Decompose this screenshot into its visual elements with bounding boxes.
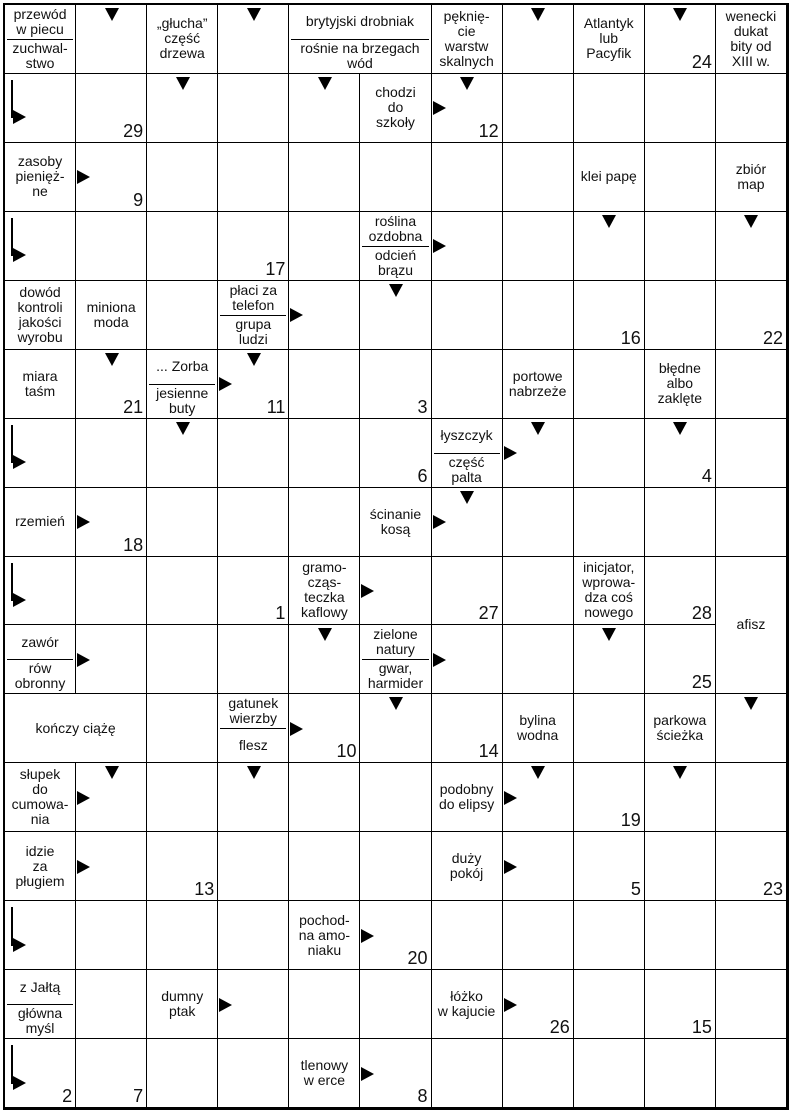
clue-text: tlenowy w erce [300, 1057, 349, 1089]
solution-number: 27 [478, 603, 499, 624]
answer-cell[interactable] [503, 557, 574, 626]
arrow-down-icon [531, 422, 545, 435]
arrow-down-icon [389, 284, 403, 297]
solution-number: 23 [762, 879, 783, 900]
clue-text-top: ... Zorba [156, 358, 209, 375]
clue-text: idzie za pługiem [15, 842, 65, 889]
answer-cell[interactable] [503, 625, 574, 694]
clue-cell [360, 212, 431, 281]
clue-text: gramo- cząs- teczka kaflowy [301, 559, 348, 621]
answer-cell[interactable] [289, 419, 360, 488]
answer-cell[interactable] [147, 763, 218, 832]
answer-cell[interactable] [503, 74, 574, 143]
arrow-down-icon [389, 697, 403, 710]
clue-text: słupek do cumowa- nia [11, 766, 69, 828]
clue-cell [5, 350, 76, 419]
clue-text-bottom: rośnie na brzegach wód [300, 39, 420, 71]
clue-text-bottom: zuchwal- stwo [12, 39, 68, 71]
clue-text: klei papę [580, 168, 637, 185]
clue-text: kończy ciążę [35, 719, 116, 736]
solution-number: 7 [133, 1086, 144, 1106]
clue-text-top: zielone natury [373, 626, 418, 658]
arrow-right-icon [77, 860, 90, 874]
arrow-down-icon [460, 491, 474, 504]
arrow-right-icon [433, 239, 446, 253]
solution-number: 29 [123, 120, 144, 141]
solution-number: 15 [691, 1017, 712, 1038]
clue-text-bottom: jesienne buty [156, 384, 209, 416]
clue-cell [147, 5, 218, 74]
answer-cell[interactable] [218, 74, 289, 143]
clue-text-top: gatunek wierzby [228, 695, 279, 727]
clue-text: portowe nabrzeże [508, 367, 567, 399]
clue-text-top: zawór [21, 633, 59, 650]
arrow-right-icon [433, 101, 446, 115]
arrow-right-icon [290, 722, 303, 736]
clue-text-bottom: część palta [448, 453, 485, 485]
answer-cell[interactable] [716, 74, 787, 143]
clue-cell [5, 625, 76, 694]
clue-cell [503, 694, 574, 763]
answer-cell[interactable] [147, 143, 218, 212]
arrow-down-icon [105, 766, 119, 779]
clue-cell [574, 5, 645, 74]
clue-cell [360, 74, 431, 143]
clue-text: podobny do elipsy [438, 781, 495, 813]
clue-text: duży pokój [449, 850, 484, 882]
arrow-right-icon [219, 998, 232, 1012]
arrow-right-icon [433, 515, 446, 529]
arrow-right-icon [433, 653, 446, 667]
clue-text: pęknię- cie warstw skalnych [439, 7, 494, 69]
answer-cell[interactable] [503, 281, 574, 350]
clue-text: Atlantyk lub Pacyfik [583, 15, 634, 62]
solution-number: 8 [417, 1086, 428, 1106]
crossword-grid [3, 3, 789, 1110]
arrow-down-icon [744, 215, 758, 228]
solution-number: 6 [417, 465, 428, 486]
arrow-down-icon [247, 8, 261, 21]
clue-cell [5, 143, 76, 212]
solution-number: 24 [691, 51, 712, 72]
arrow-right-icon [504, 791, 517, 805]
bent-arrow-icon [5, 1039, 25, 1108]
clue-text: zasoby pienięż- ne [15, 153, 65, 200]
solution-number: 16 [620, 327, 641, 348]
clue-text: pochod- na amo- niaku [298, 911, 351, 958]
arrow-down-icon [176, 77, 190, 90]
arrow-right-icon [77, 515, 90, 529]
solution-number: 22 [762, 327, 783, 348]
clue-text-top: płaci za telefon [229, 281, 278, 313]
solution-number: 5 [630, 879, 641, 900]
clue-cell [716, 5, 787, 74]
answer-cell[interactable] [574, 74, 645, 143]
clue-text: afisz [736, 616, 766, 633]
arrow-down-icon [460, 77, 474, 90]
bent-arrow-icon [5, 901, 25, 970]
clue-text: wenecki dukat bity od XIII w. [725, 7, 777, 69]
clue-text-bottom: flesz [238, 736, 268, 753]
bent-arrow-icon [5, 212, 25, 281]
clue-cell [5, 832, 76, 901]
solution-number: 13 [194, 879, 215, 900]
arrow-down-icon [744, 697, 758, 710]
answer-cell[interactable] [289, 212, 360, 281]
answer-cell[interactable] [147, 694, 218, 763]
arrow-right-icon [361, 1067, 374, 1081]
arrow-right-icon [77, 791, 90, 805]
clue-text-top: roślina ozdobna [368, 212, 423, 244]
arrow-down-icon [318, 628, 332, 641]
answer-cell[interactable] [289, 143, 360, 212]
answer-cell[interactable] [147, 557, 218, 626]
clue-text-top: łyszczyk [440, 427, 493, 444]
solution-number: 11 [266, 396, 286, 417]
bent-arrow-icon [5, 419, 25, 488]
arrow-down-icon [673, 422, 687, 435]
clue-cell [289, 557, 360, 626]
arrow-right-icon [504, 446, 517, 460]
solution-number: 12 [478, 120, 499, 141]
clue-text: miniona moda [86, 298, 136, 330]
arrow-right-icon [361, 929, 374, 943]
arrow-right-icon [290, 308, 303, 322]
clue-text: dumny ptak [161, 988, 204, 1020]
arrow-right-icon [504, 998, 517, 1012]
clue-text-bottom: rów obronny [14, 660, 66, 692]
clue-cell [147, 350, 218, 419]
answer-cell[interactable] [289, 350, 360, 419]
clue-cell [5, 281, 76, 350]
solution-number: 26 [549, 1017, 570, 1038]
arrow-down-icon [531, 766, 545, 779]
arrow-down-icon [105, 353, 119, 366]
clue-cell [5, 970, 76, 1039]
clue-cell [5, 763, 76, 832]
clue-text: „głucha” część drzewa [156, 15, 208, 62]
solution-number: 19 [620, 810, 641, 831]
solution-number: 9 [133, 189, 144, 210]
arrow-right-icon [219, 377, 232, 391]
clue-text: dowód kontroli jakości wyrobu [17, 283, 63, 345]
solution-number: 28 [691, 603, 712, 624]
answer-cell[interactable] [503, 212, 574, 281]
solution-number: 17 [265, 258, 286, 279]
arrow-down-icon [318, 77, 332, 90]
solution-number: 21 [123, 396, 144, 417]
clue-text: inicjator, wprowa- dza coś nowego [582, 559, 636, 621]
answer-cell[interactable] [218, 143, 289, 212]
clue-text: chodzi do szkoły [375, 84, 416, 131]
clue-cell [574, 143, 645, 212]
arrow-down-icon [247, 766, 261, 779]
answer-cell[interactable] [503, 901, 574, 970]
clue-text-bottom: grupa ludzi [235, 315, 272, 347]
answer-cell[interactable] [503, 488, 574, 557]
clue-cell [716, 143, 787, 212]
bent-arrow-icon [5, 557, 25, 626]
clue-text-bottom: główna myśl [17, 1005, 63, 1037]
answer-cell[interactable] [147, 212, 218, 281]
answer-cell[interactable] [147, 625, 218, 694]
solution-number: 3 [417, 396, 428, 417]
arrow-right-icon [77, 170, 90, 184]
solution-number: 18 [123, 534, 144, 555]
clue-text: ścinanie kosą [369, 505, 422, 537]
clue-text-top: przewód w piecu [13, 5, 67, 37]
answer-cell[interactable] [147, 488, 218, 557]
clue-text-bottom: odcień brązu [374, 246, 417, 278]
clue-text: bylina wodna [517, 712, 559, 744]
clue-text-top: brytyjski drobniak [305, 13, 415, 30]
arrow-down-icon [105, 8, 119, 21]
answer-cell[interactable] [360, 143, 431, 212]
arrow-right-icon [77, 653, 90, 667]
clue-text: rzemień [15, 513, 65, 530]
clue-text: zbiór map [735, 160, 767, 192]
clue-text: miara taśm [22, 367, 58, 399]
clue-cell [432, 5, 503, 74]
arrow-right-icon [504, 860, 517, 874]
answer-cell[interactable] [147, 281, 218, 350]
solution-number: 14 [478, 741, 499, 762]
arrow-down-icon [531, 8, 545, 21]
clue-cell [5, 5, 76, 74]
clue-cell [503, 350, 574, 419]
arrow-down-icon [673, 766, 687, 779]
arrow-down-icon [247, 353, 261, 366]
clue-cell [289, 5, 431, 74]
bent-arrow-icon [5, 74, 25, 143]
solution-number: 10 [336, 741, 357, 762]
clue-text-top: z Jałtą [19, 978, 61, 995]
arrow-down-icon [176, 422, 190, 435]
solution-number: 20 [407, 948, 428, 969]
clue-text: błędne albo zaklęte [657, 360, 703, 407]
answer-cell[interactable] [503, 143, 574, 212]
clue-text: parkowa ścieżka [653, 712, 707, 744]
arrow-down-icon [673, 8, 687, 21]
arrow-down-icon [602, 215, 616, 228]
solution-number: 25 [691, 672, 712, 693]
clue-cell [5, 488, 76, 557]
answer-cell[interactable] [289, 488, 360, 557]
arrow-down-icon [602, 628, 616, 641]
solution-number: 2 [62, 1086, 73, 1106]
clue-text: łóżko w kajucie [437, 988, 496, 1020]
arrow-right-icon [361, 584, 374, 598]
solution-number: 4 [701, 465, 712, 486]
solution-number: 1 [275, 603, 286, 624]
clue-text-bottom: gwar, harmider [367, 660, 424, 692]
